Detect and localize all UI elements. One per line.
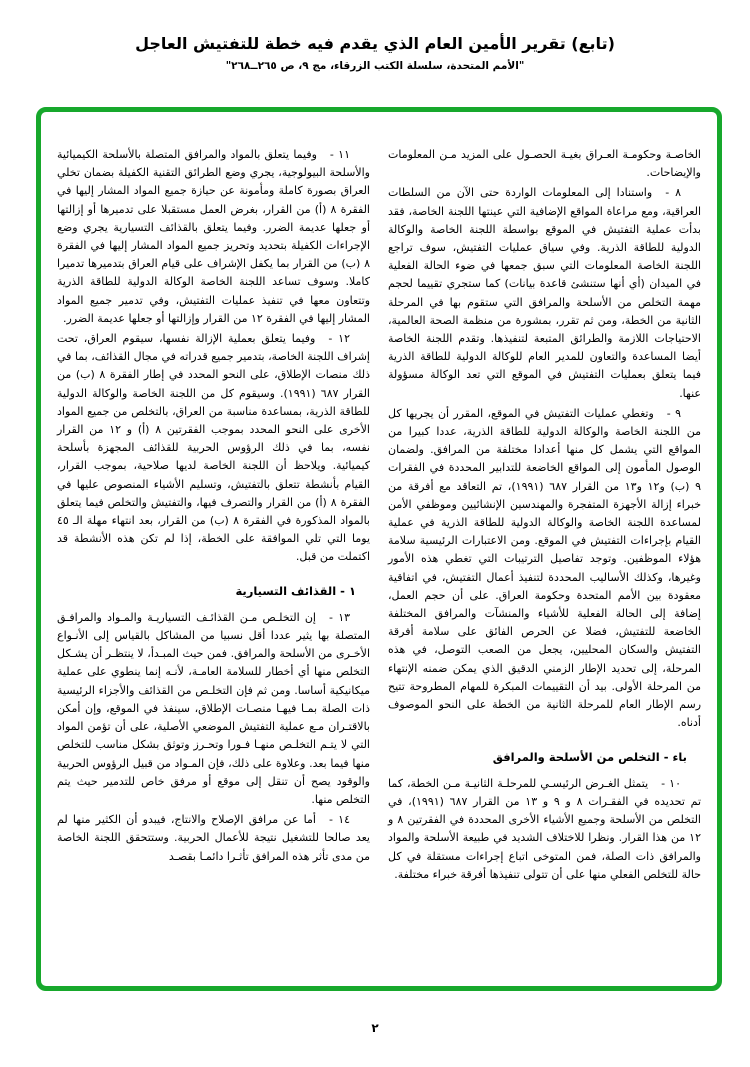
document-title: (تابع) تقرير الأمين العام الذي يقدم فيه خطة للتفتيش العاجل <box>135 34 615 53</box>
paragraph: ٩ -وتغطي عمليات التفتيش في الموقع، المقرر أن يجريها كل من اللجنة الخاصة والوكالة الدولية للطاقة الذرية، عددا كبيرا من المواقع التي يشمل كل منها أعدادا مختلفة من المرافق. ولضمان الوصول المأمون إلى المواقع الخاضعة للتدابير المحددة في الفقرات ٩ (ب) و١٢ و١٣ من القرار ٦٨٧ (١٩٩١)، تم التعاقد مع أفرقة من خبراء إزالة الأجهزة المتفجرة والمهندسين الإنشائيين وموظفي الأمن لمساعدة اللجنة الخاصة والوكالة الدولية للطاقة الذرية في عملية القيام بإجراءات التفتيش في الموقع. ومن الاعتبارات الرئيسية سلامة هؤلاء الموظفين. وتوجد تفاصيل الترتيبات التي تغطي هذه الأمور وغيرها، وكذلك الأساليب المحددة لتنفيذ أعمال التفتيش، في اتفاقية معقودة بين الأمم المتحدة وحكومة العراق. على أن حجم العمل، إضافة إلى الحالة الفعلية للأشياء والمنشآت والمرافق المختلفة الخاضعة للتفتيش، فضلا عن الحرص الفائق على سلامة أفرقة التفتيش والسكان المحليين، يجعل من الصعب التوصل، في هذه المرحلة، إلى تحديد الإطار الزمني الدقيق الذي يمكن ضمنه الإنتهاء من المرحلة الأولى. بيد أن التقييمات المبكرة للمهام المطروحة تتيح رسم الإطار العام للمرحلة الثانية من الخطة على النحو الموصوف أدناه. <box>388 406 701 730</box>
paragraph: ١٠ -يتمثل الغـرض الرئيسـي للمرحلـة الثانيـة مـن الخطة، كما تم تحديده في الفقـرات ٨ و ٩ و ١٣ من القرار ٦٨٧ (١٩٩١)، في التخلص من الأسلحة وجميع الأشياء الأخرى المحددة في الفقرتين ٨ و ١٢ من هذا القرار. ونظرا للاختلاف الشديد في طبيعة الأسلحة والمواد والمرافق ذات الصلة، فمن المتوخى اتباع إجراءات مستقلة في كل حالة للتخلص الفعلي منها على أن تتولى تنفيذها أفرقة خبراء مختلفة. <box>388 776 702 881</box>
paragraph: ١٤ -أما عن مرافق الإصلاح والانتاج، فيبدو أن الكثير منها لم يعد صالحا للتشغيل نتيجة للأعمال الحربية. وستتحقق اللجنة الخاصة من مدى تأثر هذه المرافق تأثـرا دائمـا بقصـد <box>57 813 370 863</box>
paragraph-number: ٩ - <box>666 406 682 420</box>
page-footer <box>0 1021 750 1035</box>
page-header <box>0 34 750 72</box>
column-left <box>57 146 370 976</box>
paragraph-number: ١٣ - <box>329 610 351 624</box>
paragraph-number: ٨ - <box>665 186 681 200</box>
section-heading: ١ - القذائف التسيارية <box>235 583 356 598</box>
text-columns <box>41 112 717 986</box>
paragraph: ١٣ -إن التخلـص مـن القذائـف التسياريـة والمـواد والمرافـق المتصلة بها يثير عددا أقل نسبيا من المشاكل بالقياس إلى الأنـواع الأخـرى من الأسلحة والمرافق. فمن حيث المبـدأ، لا ينتظـر أن يشـكل التخلص منها أي أخطار للسلامة العامـة، لأنـه إنما ينطوي على عملية ميكانيكية أساسا. ومن ثم فإن التخلـص من القذائف والأجزاء الرئيسية ذات الصلة بمـا فيهـا منصـات الإطلاق، سينفذ في الموقع، وإن أمكن بالاقتـران مـع عملية التفتيش الموضعي الأصلية، على أن تؤمن المواد التي لا يتـم التخلـص منهـا فـورا وتحـرز وتوثق بشكل مناسب للتخلص منها فيما بعد. وعلاوة على ذلك، فإن المـواد من قبيل الرؤوس الحربية والوقود يصح أن تنقل إلى موقع أو مرفق خاص للتدمير حيث يتم التخلص منها. <box>57 610 370 806</box>
paragraph: ٨ -واستنادا إلى المعلومات الواردة حتى الآن من السلطات العراقية، ومع مراعاة المواقع الإضافية التي عينتها اللجنة الخاصة، فقد بدأت عملية التفتيش في الموقع بواسطة اللجنة الخاصة والوكالة الدولية للطاقة الذرية. وفي سياق عمليات التفتيش، سوف تراجع اللجنة الخاصة المعلومات التي سبق جمعها في ضوء الحالة الفعلية في الميدان (أي أنها ستنشئ قاعدة بيانات) كما ستجري تقييما لحجم مهمة التخلص من الأسلحة والمرافق التي ستقوم بها في المرحلة الثانية من الخطة، ومن ثم تقرر، بمشورة من منظمة الصحة العالمية، الاحتياجات اللازمة والطرائق المتبعة لتنفيذها. وتقدم اللجنة الخاصة أيضا المساعدة والتعاون للمدير العام للوكالة الدولية للطاقة الذرية فيما يتعلق بعمليات التفتيش في الموقع التي تعد الوكالة مسؤولة عنها. <box>388 186 701 400</box>
paragraph: ١٢ -وفيما يتعلق بعملية الإزالة نفسها، سيقوم العراق، تحت إشراف اللجنة الخاصة، بتدمير جميع قدراته في مجال القذائف، بما في ذلك منصات الإطلاق، على النحو المحدد في إطار الفقرة ٨ (ب) من القرار ٦٨٧ (١٩٩١). وسيقوم كل من اللجنة الخاصة والوكالة الدولية للطاقة الذرية، بمساعدة مناسبة من العراق، بالتخلص من جميع المواد الأخرى على النحو المحدد بموجب الفقرتين ٨ (أ) و ١٢ من القرار نفسه، بما في ذلك الرؤوس الحربية للقذائف المجهزة بأسلحة كيميائية. ويلاحظ أن اللجنة الخاصة لديها صلاحية، بموجب القرار، القيام بأنشطة تتعلق بالتفتيش، وتسليم الأشياء المنصوص عليها في الفقرة ٨ (أ) من القرار والتصرف فيها، والتفتيش والتخلص فيما يتعلق بالمواد المذكورة في الفقرة ٨ (ب) من القرار، بعد انتهاء مهلة الـ ٤٥ يوما التي تلي الموافقة على الخطة، إذا لم تكن هذه الأنشطة قد اكتملت من قبل. <box>57 332 371 564</box>
paragraph-number: ١٠ - <box>661 776 681 790</box>
paragraph-number: ١١ - <box>329 148 350 161</box>
column-right <box>388 146 701 976</box>
paragraph-number: ١٤ - <box>328 813 350 827</box>
paragraph: ١١ -وفيما يتعلق بالمواد والمرافق المتصلة بالأسلحة الكيميائية والأسلحة البيولوجية، يجري وضع الطرائق التقنية الكفيلة بضمان تخلي العراق بصورة كاملة ومأمونة عن حيازة جميع المواد المشار إليها في الفقرة ٨ (أ) من القرار، بغرض العمل مستقبلا على تدميرها أو إزالتها أو جعلها عديمة الضرر. وفيما يتعلق بالقذائف التسيارية يجري وضع الإجراءات الكفيلة بتحديد وتحريز جميع المواد المشار إليها في الفقرة ٨ (ب) من القرار بما يكفل الإشراف على قيام العراق بتدميرها تدميرا كاملا. وسوف تساعد اللجنة الخاصة الوكالة الدولية للطاقة الذرية وتتعاون معها في تنفيذ عمليات التفتيش، وفي تدمير جميع المواد المشار إليها في الفقرة ١٢ من القرار وإزالتها أو جعلها عديمة الضرر. <box>57 148 370 325</box>
section-heading: باء - التخلص من الأسلحة والمرافق <box>492 749 687 764</box>
paragraph: الخاصـة وحكومـة العـراق بغيـة الحصـول على المزيد مـن المعلومات والإيضاحات. <box>388 148 701 180</box>
paragraph-number: ١٢ - <box>328 332 350 346</box>
source-citation: "الأمم المتحدة، سلسلة الكتب الزرقاء، مج ٩، ص ٢٦٥ــ٢٦٨" <box>225 60 525 72</box>
content-frame <box>36 107 722 991</box>
page-number: ٢ <box>371 1021 379 1035</box>
